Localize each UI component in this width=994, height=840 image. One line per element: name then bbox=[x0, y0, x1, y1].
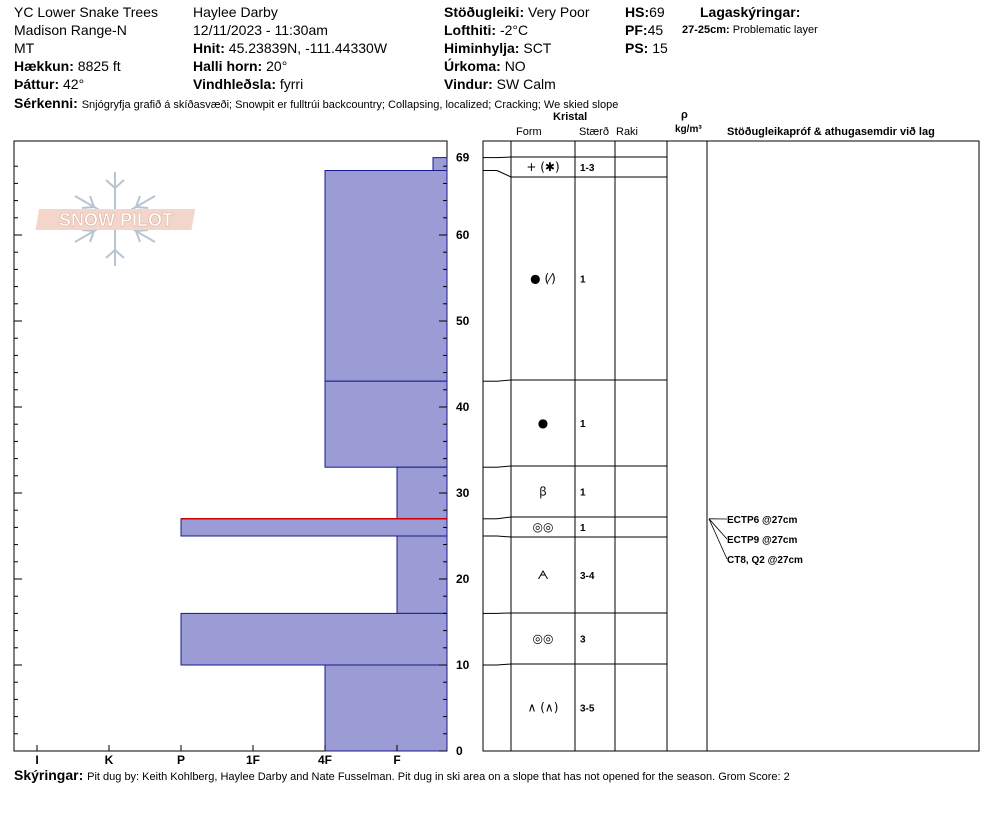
depth-connector bbox=[497, 466, 511, 467]
observer-name: Haylee Darby bbox=[193, 4, 278, 20]
slope-label: Halli horn: bbox=[193, 58, 263, 74]
grain-size: 1 bbox=[580, 487, 586, 499]
grain-size: 3-4 bbox=[580, 571, 595, 582]
air-temp-label: Lofthiti: bbox=[444, 22, 497, 38]
depth-tick-label: 40 bbox=[456, 400, 470, 414]
test-pointer bbox=[709, 519, 727, 559]
grain-form: ᗅ bbox=[537, 568, 549, 582]
sky-value: SCT bbox=[523, 40, 552, 56]
hs-value: 69 bbox=[649, 4, 665, 20]
grain-form: ● bbox=[537, 416, 549, 430]
depth-connector bbox=[497, 536, 511, 537]
state-name: MT bbox=[14, 40, 35, 56]
comments-value: Pit dug by: Keith Kohlberg, Haylee Darby and Nate Fusselman. Pit dug in ski area on a slope that has not opened for the season. Grom Score: 2 bbox=[87, 771, 790, 783]
hs-label: HS: bbox=[625, 4, 650, 20]
grain-size: 1-3 bbox=[580, 163, 595, 174]
hardness-tick-label: P bbox=[176, 753, 186, 767]
wind-value: SW Calm bbox=[496, 76, 556, 92]
depth-tick-label: 69 bbox=[456, 150, 470, 165]
rho-symbol: ρ bbox=[681, 109, 688, 121]
test-pointer bbox=[709, 519, 727, 539]
location-name: YC Lower Snake Trees bbox=[14, 4, 158, 20]
precip-label: Úrkoma: bbox=[444, 58, 501, 74]
elevation-value: 8825 ft bbox=[77, 58, 121, 74]
wind-loading-label: Vindhleðsla: bbox=[193, 76, 276, 92]
features-value: Snjógryfja grafið á skíðasvæði; Snowpit er fulltrúi backcountry; Collapsing, localized; Cracking; We skied slope bbox=[81, 99, 619, 111]
hardness-bar bbox=[325, 381, 447, 467]
depth-connector bbox=[497, 664, 511, 665]
hardness-bars bbox=[181, 158, 447, 751]
depth-connector bbox=[497, 517, 511, 519]
hardness-bar bbox=[433, 158, 447, 171]
precip-value: NO bbox=[504, 58, 526, 74]
coords-label: Hnit: bbox=[193, 40, 225, 56]
depth-connector bbox=[497, 380, 511, 381]
hardness-bar bbox=[397, 536, 447, 613]
depth-tick-label: 60 bbox=[456, 228, 470, 242]
grain-form: + (✱) bbox=[526, 160, 560, 174]
moisture-column-header: Raki bbox=[616, 126, 639, 138]
density-unit: kg/m³ bbox=[675, 124, 702, 135]
stability-value: Very Poor bbox=[528, 4, 590, 20]
slope-value: 20° bbox=[266, 58, 288, 74]
logo-text: SNOW PILOT bbox=[59, 210, 173, 230]
wind-loading-value: fyrri bbox=[279, 76, 304, 92]
depth-connector bbox=[497, 157, 511, 158]
layer-notes-label: Lagaskýringar: bbox=[700, 4, 801, 20]
grain-size: 3 bbox=[580, 634, 586, 646]
depth-tick-label: 30 bbox=[456, 486, 470, 500]
layer-table-frame bbox=[483, 141, 979, 751]
depth-tick-label: 20 bbox=[456, 572, 470, 586]
test-result: ECTP6 @27cm bbox=[727, 515, 798, 526]
aspect-value: 42° bbox=[63, 76, 85, 92]
grain-size: 1 bbox=[580, 274, 586, 286]
layer-note-depth: 27-25cm: bbox=[682, 24, 730, 36]
comments bbox=[14, 767, 790, 784]
grain-size: 1 bbox=[580, 523, 586, 534]
grain-form: ◎◎ bbox=[532, 631, 554, 646]
elevation-label: Hækkun: bbox=[14, 58, 74, 74]
depth-tick-label: 0 bbox=[456, 744, 463, 758]
hardness-tick-label: F bbox=[393, 753, 401, 767]
stability-tests bbox=[709, 515, 803, 566]
grain-form: ∧ (∧) bbox=[527, 700, 559, 715]
grain-form: ● (⁄) bbox=[530, 271, 556, 286]
observation-datetime: 12/11/2023 - 11:30am bbox=[193, 22, 328, 38]
test-result: CT8, Q2 @27cm bbox=[727, 555, 803, 566]
grain-size: 3-5 bbox=[580, 703, 595, 715]
hardness-tick-label: I bbox=[35, 753, 39, 767]
ps-label: PS: bbox=[625, 40, 649, 56]
aspect-label: Þáttur: bbox=[14, 76, 60, 92]
grain-form: ꞵ bbox=[539, 484, 547, 499]
hardness-tick-label: K bbox=[104, 753, 114, 767]
size-column-header: Stærð bbox=[579, 126, 609, 138]
hardness-bar bbox=[325, 171, 447, 382]
crystal-header: Kristal bbox=[553, 111, 588, 123]
depth-tick-label: 50 bbox=[456, 314, 470, 328]
depth-connector bbox=[497, 171, 511, 178]
hardness-tick-label: 4F bbox=[317, 753, 333, 767]
hardness-tick-label: 1F bbox=[245, 753, 261, 767]
stability-label: Stöðugleiki: bbox=[444, 4, 525, 20]
comments-label: Skýringar: bbox=[14, 767, 84, 783]
depth-tick-label: 10 bbox=[456, 658, 470, 672]
test-result: ECTP9 @27cm bbox=[727, 535, 798, 546]
wind-label: Vindur: bbox=[444, 76, 493, 92]
hardness-bar bbox=[325, 665, 447, 751]
coords-value: 45.23839N, -111.44330W bbox=[228, 40, 388, 56]
sky-label: Himinhylja: bbox=[444, 40, 520, 56]
layer-note-text: Problematic layer bbox=[732, 24, 818, 36]
range-name: Madison Range-N bbox=[14, 22, 127, 38]
ps-value: 15 bbox=[652, 40, 668, 56]
grain-form: ◎◎ bbox=[532, 520, 554, 534]
features-label: Sérkenni: bbox=[14, 95, 78, 111]
hardness-bar bbox=[181, 613, 447, 665]
air-temp-value: -2°C bbox=[499, 22, 529, 38]
grain-size: 1 bbox=[580, 419, 586, 430]
pf-label: PF: bbox=[625, 22, 648, 38]
tests-column-header: Stöðugleikapróf & athugasemdir við lag bbox=[727, 126, 935, 138]
hardness-bar bbox=[181, 519, 447, 536]
pf-value: 45 bbox=[647, 22, 664, 38]
form-column-header: Form bbox=[516, 126, 542, 138]
